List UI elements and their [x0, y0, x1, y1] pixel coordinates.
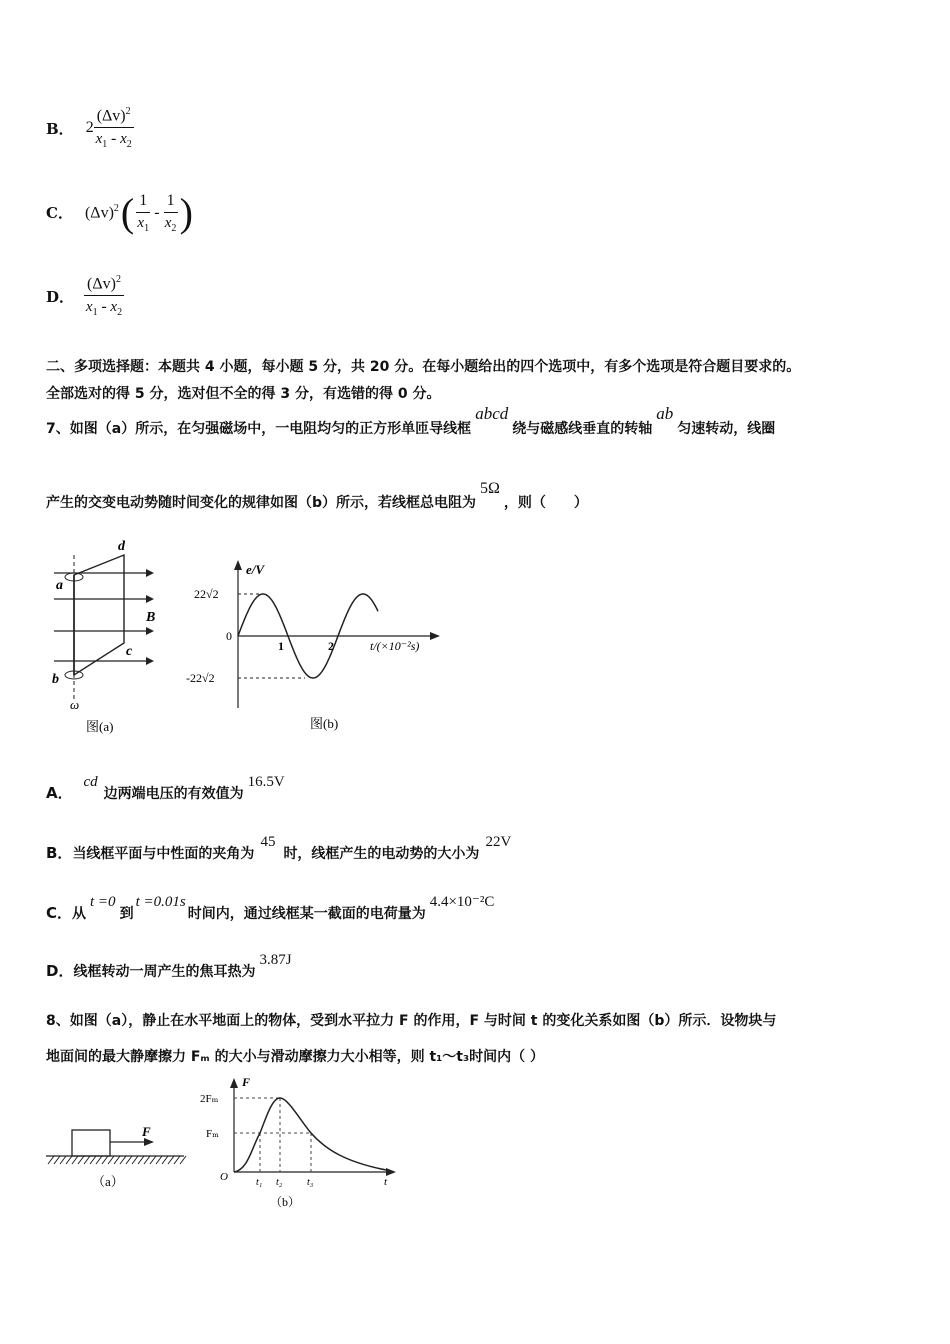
block [72, 1130, 110, 1156]
tick-2-label: 2 [328, 639, 334, 653]
force-curve [234, 1098, 386, 1172]
y-f-label: Fₘ [206, 1128, 219, 1140]
x-axis-label: t [384, 1176, 388, 1188]
q7-option-a: A． cd边两端电压的有效值为16.5V [46, 774, 285, 802]
origin-label: O [220, 1171, 228, 1183]
caption-a: 图(a) [86, 719, 114, 734]
coefficient: 2 [85, 119, 94, 137]
caption-b: 图(b) [310, 716, 339, 731]
y-min-label: -22√2 [186, 671, 215, 685]
base: $(\Delta v)^2$ [84, 202, 119, 222]
option-label: B． [46, 119, 74, 138]
q7-option-b: B．当线框平面与中性面的夹角为45时，线框产生的电动势的大小为22V [46, 834, 512, 862]
t2-label: t₂ [276, 1177, 283, 1188]
fraction-1: $\frac{1}{x_1}$ [137, 191, 150, 234]
option-label: C． [46, 204, 73, 222]
fraction-2: $\frac{1}{x_2}$ [164, 191, 177, 234]
q8-figure-b [196, 1072, 396, 1212]
y-axis-label: F [242, 1075, 251, 1089]
q7-option-c: C．从t =0到t =0.01s时间内，通过线框某一截面的电荷量为4.4×10⁻²C [46, 894, 495, 922]
section-heading-line2: 全部选对的得 5 分，选对但不全的得 3 分，有选错的得 0 分。 [46, 386, 441, 402]
y-max-label: 22√2 [194, 587, 219, 601]
origin-label: 0 [226, 629, 232, 643]
var-ab: ab [656, 404, 674, 423]
y-2f-label: 2Fₘ [200, 1093, 219, 1105]
fraction: $\frac{(\Delta v)^2}{x_1 - x_2}$ [95, 106, 132, 151]
caption-a: （a） [92, 1174, 124, 1189]
var-abcd: abcd [475, 404, 509, 423]
y-axis-label: e/V [246, 562, 265, 577]
caption-b: （b） [270, 1195, 301, 1209]
x-axis-label: t/(×10⁻²s) [370, 639, 420, 653]
fraction: $\frac{(\Delta v)^2}{x_1 - x_2}$ [85, 274, 123, 319]
option-d-prev [46, 274, 124, 318]
force-label: F [142, 1124, 151, 1139]
label-B: B [146, 610, 156, 625]
q7-option-d: D．线框转动一周产生的焦耳热为3.87J [46, 952, 292, 980]
label-b: b [52, 672, 59, 687]
option-b-prev [46, 106, 134, 150]
q7-figure-b [180, 558, 450, 738]
option-c-prev: C． $(\Delta v)^2$ ( $\frac{1}{x_1}$ - $\frac{1}{x_2}$ ) [46, 190, 193, 235]
q8-line2: 地面间的最大静摩擦力 Fₘ 的大小与滑动摩擦力大小相等，则 t₁～t₃时间内（ ） [46, 1049, 544, 1065]
q7-figure-a [46, 535, 176, 740]
label-omega: ω [70, 697, 80, 712]
label-d: d [118, 539, 125, 554]
tick-1-label: 1 [278, 639, 284, 653]
option-label: D． [46, 287, 75, 306]
t3-label: t₃ [307, 1177, 314, 1188]
q7-line1: 7、如图（a）所示，在匀强磁场中，一电阻均匀的正方形单匝导线框abcd绕与磁感线垂直的转轴ab匀速转动，线圈 [46, 404, 776, 437]
t1-label: t₁ [256, 1177, 263, 1188]
label-a: a [56, 578, 63, 593]
section-heading-line1: 二、多项选择题：本题共 4 小题，每小题 5 分，共 20 分。在每小题给出的四个选项中，有多个选项是符合题目要求的。 [46, 359, 801, 375]
q7-line2: 产生的交变电动势随时间变化的规律如图（b）所示，若线框总电阻为5Ω，则（ ） [46, 480, 588, 511]
resistance-value: 5Ω [480, 480, 500, 497]
q8-line1: 8、如图（a），静止在水平地面上的物体，受到水平拉力 F 的作用，F 与时间 t 的变化关系如图（b）所示．设物块与 [46, 1013, 777, 1029]
q8-figure-a [44, 1120, 194, 1200]
label-c: c [126, 644, 133, 659]
